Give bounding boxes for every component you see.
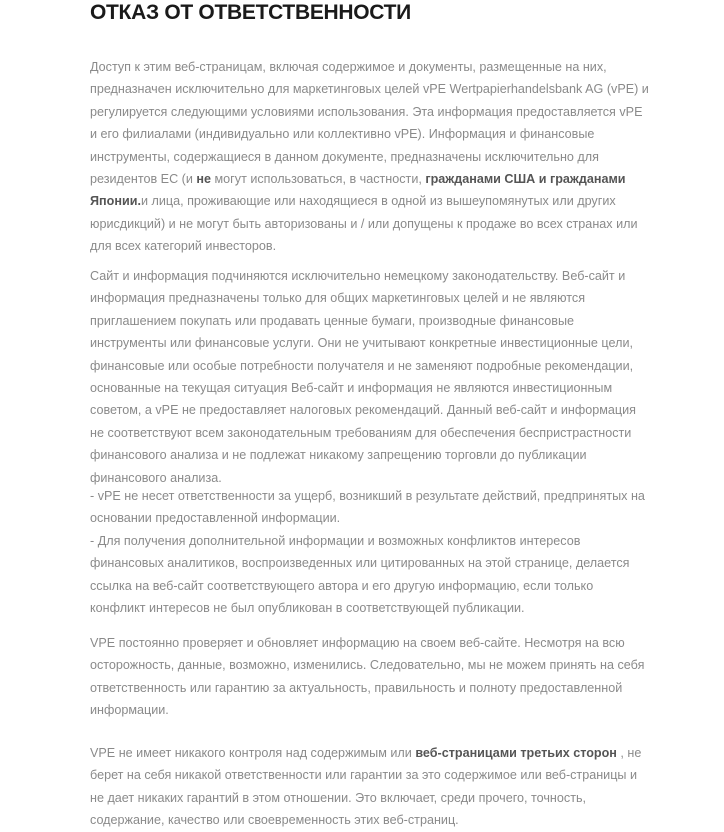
emphasized-text: не bbox=[196, 171, 212, 186]
text-line bbox=[90, 377, 636, 399]
text-segment: - Для получения дополнительной информации и возможных конфликтов интересов bbox=[90, 533, 581, 548]
text-segment: , не bbox=[616, 746, 642, 760]
text-segment: информации. bbox=[90, 703, 169, 718]
text-segment: резидентов ЕС (и bbox=[90, 171, 197, 186]
text-line bbox=[90, 742, 641, 764]
paragraph-german-law bbox=[90, 265, 636, 489]
text-segment: информация предназначены только для общих маркетинговых целей и не являются bbox=[90, 291, 586, 306]
text-line bbox=[90, 399, 636, 421]
page-title: ОТКАЗ ОТ ОТВЕТСТВЕННОСТИ bbox=[90, 1, 411, 24]
text-segment: регулируется следующими условиями использования. Эта информация предоставляется vPE bbox=[90, 104, 643, 119]
text-line bbox=[90, 552, 645, 574]
text-segment: ответственность или гарантию за актуальность, правильность и полноту предоставленной bbox=[90, 680, 623, 695]
text-line bbox=[90, 265, 636, 287]
text-segment: приглашением покупать или продавать ценные бумаги, производные финансовые bbox=[90, 313, 575, 328]
text-line bbox=[90, 213, 649, 235]
text-segment: и лица, проживающие или находящиеся в одной из вышеупомянутых или других bbox=[140, 194, 616, 209]
text-line bbox=[90, 809, 641, 831]
emphasized-text: Японии. bbox=[90, 194, 141, 209]
emphasized-text: веб-страницами третьих сторон bbox=[415, 746, 617, 760]
text-line bbox=[90, 123, 649, 145]
text-line bbox=[90, 575, 645, 597]
text-segment: финансовые или особые потребности получателя и не заменяют подробные рекомендации, bbox=[90, 358, 634, 373]
paragraph-information-updates bbox=[90, 632, 644, 722]
text-segment: осторожность, данные, возможно, изменились. Следовательно, мы не можем принять на себя bbox=[90, 658, 645, 673]
text-line bbox=[90, 146, 649, 168]
text-segment: советом, а vPE не предоставляет налоговых рекомендаций. Данный веб-сайт и информация bbox=[90, 403, 636, 418]
text-line bbox=[90, 677, 644, 699]
emphasized-text: гражданами США и гражданами bbox=[425, 171, 626, 186]
paragraph-liability-notes bbox=[90, 485, 645, 619]
text-segment: конфликт интересов не был опубликован в соответствующей публикации. bbox=[90, 600, 525, 615]
paragraph-access-scope bbox=[90, 56, 649, 258]
text-segment: - vPE не несет ответственности за ущерб, возникший в результате действий, предпринятых на bbox=[90, 489, 645, 503]
text-line bbox=[90, 597, 645, 619]
text-line bbox=[90, 332, 636, 354]
text-line bbox=[90, 787, 641, 809]
text-line bbox=[90, 699, 644, 721]
text-segment: инструменты или финансовые услуги. Они не учитывают конкретные инвестиционные цели, bbox=[90, 336, 633, 351]
paragraph-third-party-pages bbox=[90, 742, 641, 832]
text-line bbox=[90, 507, 645, 529]
text-segment: ссылка на веб-сайт соответствующего автора и его другую информацию, если только bbox=[90, 578, 594, 593]
text-line bbox=[90, 310, 636, 332]
text-segment: юрисдикций) и не могут быть авторизованы и / или допущены к продаже во всех странах или bbox=[90, 216, 638, 231]
text-segment: содержание, качество или своевременность этих веб-страниц. bbox=[90, 813, 459, 828]
text-segment: не соответствуют всем законодательным требованиям для обеспечения беспристрастности bbox=[90, 425, 632, 440]
text-line bbox=[90, 485, 645, 507]
text-line bbox=[90, 764, 641, 786]
text-segment: Сайт и информация подчиняются исключительно немецкому законодательству. Веб-сайт и bbox=[90, 269, 626, 283]
text-segment: финансового анализа. bbox=[90, 470, 222, 485]
text-line bbox=[90, 654, 644, 676]
text-segment: и его филиалами (индивидуально или коллективно vPE). Информация и финансовые bbox=[90, 127, 595, 142]
text-segment: основанные на текущая ситуация Веб-сайт и информация не являются инвестиционным bbox=[90, 380, 613, 395]
text-segment: Доступ к этим веб-страницам, включая содержимое и документы, размещенные на них, bbox=[90, 60, 607, 74]
text-line bbox=[90, 422, 636, 444]
text-line bbox=[90, 190, 649, 212]
text-line bbox=[90, 355, 636, 377]
text-segment: финансовых аналитиков, воспроизведенных или цитированных на этой странице, делается bbox=[90, 556, 630, 571]
text-line bbox=[90, 287, 636, 309]
text-segment: инструменты, содержащиеся в данном документе, предназначены исключительно для bbox=[90, 149, 599, 164]
text-segment: берет на себя никакой ответственности или гарантии за это содержимое или веб-страницы и bbox=[90, 768, 637, 783]
text-line bbox=[90, 235, 649, 257]
text-segment: основании предоставленной информации. bbox=[90, 511, 341, 526]
text-line bbox=[90, 530, 645, 552]
text-segment: предназначен исключительно для маркетинговых целей vPE Wertpapierhandelsbank AG (vPE) и bbox=[90, 82, 649, 97]
text-segment: VPE не имеет никакого контроля над содержимым или bbox=[90, 746, 416, 760]
text-segment: финансового анализа и не подлежат никакому запрещению торговли до публикации bbox=[90, 448, 587, 463]
text-segment: для всех категорий инвесторов. bbox=[90, 239, 277, 254]
text-line bbox=[90, 168, 649, 190]
text-line bbox=[90, 632, 644, 654]
text-line bbox=[90, 56, 649, 78]
text-line bbox=[90, 101, 649, 123]
text-segment: могут использоваться, в частности, bbox=[211, 171, 426, 186]
text-segment: не дает никаких гарантий в этом отношении. Это включает, среди прочего, точность, bbox=[90, 790, 587, 805]
text-line bbox=[90, 444, 636, 466]
text-segment: VPE постоянно проверяет и обновляет информацию на своем веб-сайте. Несмотря на всю bbox=[90, 636, 625, 650]
text-line bbox=[90, 78, 649, 100]
